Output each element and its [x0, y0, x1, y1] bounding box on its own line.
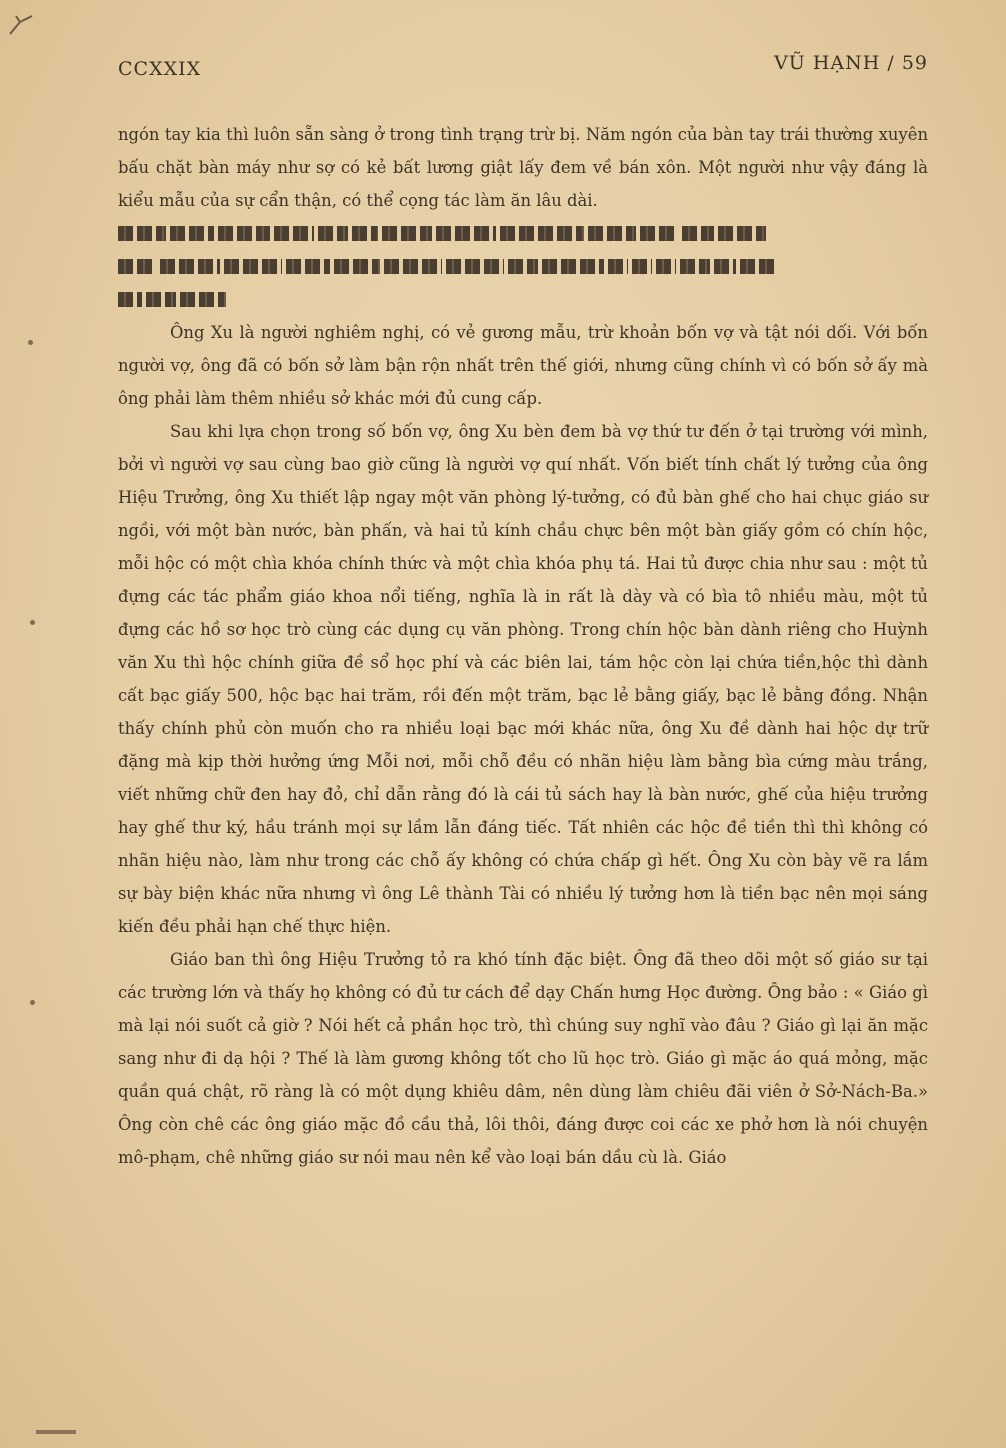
- page-body: [118, 118, 928, 1174]
- paragraph-1: ngón tay kia thì luôn sẵn sàng ở trong tình trạng trừ bị. Năm ngón của bàn tay trái thường xuyên bấu chặt bàn máy như sợ có kẻ bất lương giật lấy đem về bán xôn. Một người như vậy đáng là kiểu mẫu của sự cẩn thận, có thể cọng tác làm ăn lâu dài.: [118, 125, 928, 210]
- redacted-censored-text: [118, 217, 928, 316]
- margin-speck: [30, 1000, 35, 1005]
- margin-speck: [28, 340, 33, 345]
- paragraph-3: Sau khi lựa chọn trong số bốn vợ, ông Xu bèn đem bà vợ thứ tư đến ở tại trường với mình, bởi vì người vợ sau cùng bao giờ cũng là người vợ quí nhất. Vốn biết tính chất lý tưởng của ông Hiệu Trưởng, ông Xu thiết lập ngay một văn phòng lý-tưởng, có đủ bàn ghế cho hai chục giáo sư ngồi, với một bàn nước, bàn phấn, và hai tủ kính chầu chực bên một bàn giấy gồm có chín hộc, mỗi hộc có một chìa khóa chính thức và một chìa khóa phụ tá. Hai tủ được chia như sau : một tủ đựng các tác phẩm giáo khoa nổi tiếng, nghĩa là in rất là dày và có bìa tô nhiều màu, một tủ đựng các hồ sơ học trò cùng các dụng cụ văn phòng. Trong chín hộc bàn dành riêng cho Huỳnh văn Xu thì hộc chính giữa đề sổ học phí và các biên lai, tám hộc còn lại chứa tiền,hộc thì dành cất bạc giấy 500, hộc bạc hai trăm, rồi đến một trăm, bạc lẻ bằng giấy, bạc lẻ bằng đồng. Nhận thấy chính phủ còn muốn cho ra nhiều loại bạc mới khác nữa, ông Xu đề dành hai hộc dự trữ đặng mà kịp thời hưởng ứng Mỗi nơi, mỗi chỗ đều có nhãn hiệu làm bằng bìa cứng màu trắng, viết những chữ đen hay đỏ, chỉ dẫn rằng đó là cái tủ sách hay là bàn nước, ghế của hiệu trưởng hay ghế thư ký, hầu tránh mọi sự lầm lẫn đáng tiếc. Tất nhiên các hộc đề tiền thì thì không có nhãn hiệu nào, làm như trong các chỗ ấy không có chứa chấp gì hết. Ông Xu còn bày vẽ ra lắm sự bày biện khác nữa nhưng vì ông Lê thành Tài có nhiều lý tưởng hơn là tiền bạc nên mọi sáng kiến đều phải hạn chế thực hiện.: [118, 422, 928, 936]
- paragraph-2: Ông Xu là người nghiêm nghị, có vẻ gương mẫu, trừ khoản bốn vợ và tật nói dối. Với bốn người vợ, ông đã có bốn sở làm bận rộn nhất trên thế giới, nhưng cũng chính vì có bốn sở ấy mà ông phải làm thêm nhiều sở khác mới đủ cung cấp.: [118, 323, 928, 408]
- paragraph-4: Giáo ban thì ông Hiệu Trưởng tỏ ra khó tính đặc biệt. Ông đã theo dõi một số giáo sư tại các trường lớn và thấy họ không có đủ tư cách để dạy Chấn hưng Học đường. Ông bảo : « Giáo gì mà lại nói suốt cả giờ ? Nói hết cả phần học trò, thì chúng suy nghĩ vào đâu ? Giáo gì lại ăn mặc sang như đi dạ hội ? Thế là làm gương không tốt cho lũ học trò. Giáo gì mặc áo quá mỏng, mặc quần quá chật, rõ ràng là có một dụng khiêu dâm, nên dùng làm chiêu đãi viên ở Sở-Nách-Ba.» Ông còn chê các ông giáo mặc đồ cầu thả, lôi thôi, đáng được coi các xe phở hơn là nói chuyện mô-phạm, chê những giáo sư nói mau nên kể vào loại bán dầu cù là. Giáo: [118, 950, 928, 1167]
- chapter-number: CCXXIX: [118, 58, 202, 80]
- corner-tick-mark: [8, 14, 34, 38]
- author-page-number: VŨ HẠNH / 59: [774, 52, 928, 74]
- page-header: [118, 52, 928, 82]
- bottom-corner-mark: [36, 1430, 76, 1434]
- margin-speck: [30, 620, 35, 625]
